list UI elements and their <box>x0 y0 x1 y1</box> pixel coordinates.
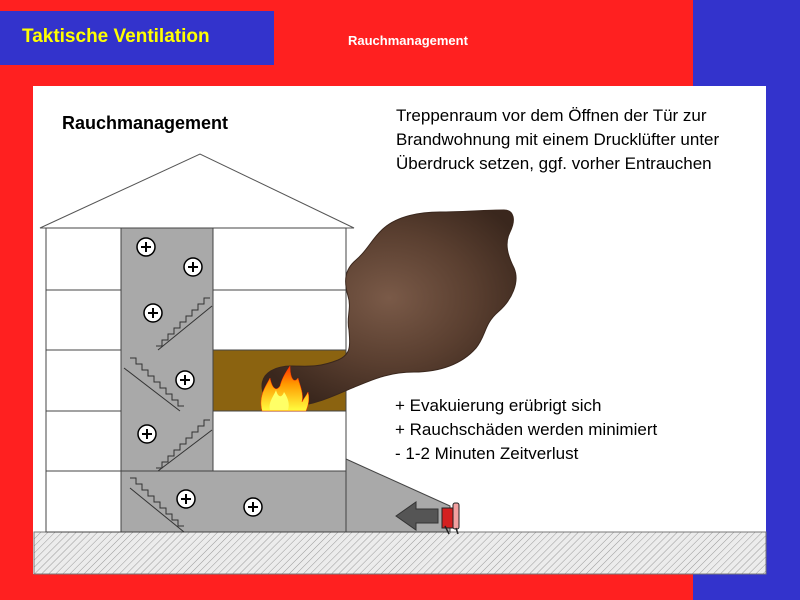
roof <box>40 154 354 228</box>
bullet-item: - 1-2 Minuten Zeitverlust <box>395 444 579 463</box>
presentation-title: Taktische Ventilation <box>22 26 210 47</box>
plus-circle-icon <box>176 371 194 389</box>
plus-circle-icon <box>244 498 262 516</box>
plus-circle-icon <box>138 425 156 443</box>
slide-heading: Rauchmanagement <box>62 113 229 133</box>
bullet-item: + Evakuierung erübrigt sich <box>395 396 602 415</box>
header-subtitle: Rauchmanagement <box>348 33 468 48</box>
bullet-list <box>395 394 657 466</box>
plus-circle-icon <box>144 304 162 322</box>
plus-circle-icon <box>137 238 155 256</box>
plus-circle-icon <box>177 490 195 508</box>
ground <box>34 532 766 574</box>
plus-circle-icon <box>184 258 202 276</box>
slide-description: Treppenraum vor dem Öffnen der Tür zur Brandwohnung mit einem Drucklüfter unter Überdruck setzen, ggf. vorher Entrauchen <box>396 106 720 173</box>
bullet-item: + Rauchschäden werden minimiert <box>395 420 658 439</box>
